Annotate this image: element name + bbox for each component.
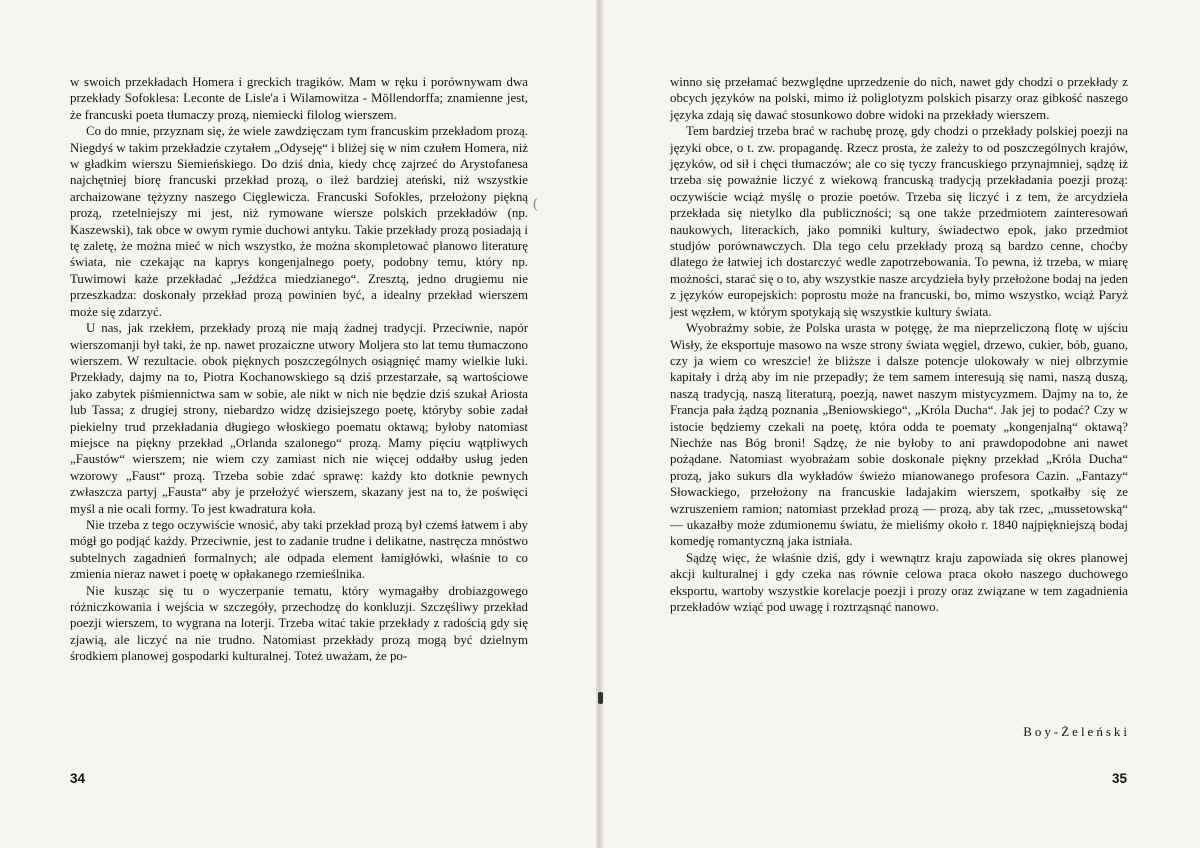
left-paragraph-1: w swoich przekładach Homera i greckich tragików. Mam w ręku i porównywam dwa przekłady Sofoklesa: Leconte de Lisle'a i Wilamowitza - Möllendorffa; znamienne jest, że francuski poeta tłumaczy prozą, niemiecki filolog wierszem. [70,75,528,122]
page-number-left: 34 [70,771,86,786]
book-gutter [596,0,604,848]
left-paragraph-4: Nie trzeba z tego oczywiście wnosić, aby taki przekład prozą był czemś łatwem i aby mógł go podjąć każdy. Przeciwnie, jest to zadanie trudne i delikatne, nastręcza mnóstwo subtelnych zagadnień formalnych; ale odpada element łamigłówki, właśnie to co zmienia nieraz nawet i poetę w opłakanego rzemieślnika. [70,517,528,582]
right-page-text [670,74,1128,615]
left-page-text [70,74,528,665]
left-paragraph-5: Nie kusząc się tu o wyczerpanie tematu, który wymagałby drobiazgowego różniczkowania i wejścia w szczegóły, przechodzę do konkluzji. Szczęśliwy przekład poezji wierszem, to wygrana na loterji. Trzeba witać takie przekłady z radością gdy się zjawią, ale liczyć na nie trudno. Natomiast przekłady prozą mogą być dzielnym środkiem planowej gospodarki kulturalnej. Toteż uważam, że po- [70,583,528,664]
right-paragraph-1: winno się przełamać bezwględne uprzedzenie do nich, nawet gdy chodzi o przekłady z obcych języków na polski, mimo iż poliglotyzm polskich pisarzy oraz gibkość naszego języka zdają się dawać stosunkowo dobre widoki na przekłady wierszem. [670,75,1128,122]
left-paragraph-2: Co do mnie, przyznam się, że wiele zawdzięczam tym francuskim przekładom prozą. Niegdyś w takim przekładzie czytałem „Odyseję“ i bliżej się w nim czułem Homera, niż w gładkim wierszu Siemieńskiego. Do dziś dnia, kiedy chcę zajrzeć do Arystofanesa najchętniej biorę francuski przekład prozą, o ileż bardziej ateński, niż wszystkie archaizowane tężyzny naszego Cięglewicza. Francuski Sofokles, przełożony piękną prozą, rzetelniejszy mi jest, niż rymowane wiersze polskich przekładów (np. Kaszewski), tak obce w owym rymie duchowi antyku. Takie przekłady prozą posiadają i tę zaletę, że można mieć w nich wszystko, że można skompletować planowo literaturę świata, nie czekając na kaprys kongenjalnego poety, podobny temu, który np. Tuwimowi każe przekładać „Jeźdźca miedzianego“. Zresztą, jedno drugiemu nie przeszkadza: doskonały przekład prozą powinien być, a idealny przekład wierszem może się zdarzyć. [70,124,528,319]
right-paragraph-3: Wyobraźmy sobie, że Polska urasta w potęgę, że ma nieprzeliczoną flotę w ujściu Wisły, że eksportuje masowo na wsze strony świata węgiel, drzewo, cukier, bób, guano, czy ja wiem co wreszcie! że bliższe i dalsze potencje ulokowały w niej olbrzymie kapitały i drżą aby im nie przepadły; że tem samem interesują się nami, naszą duszą, naszą tradycją, naszą literaturą, poezją, nawet naszym mistycyzmem. Dajmy na to, że Francja pała żądzą poznania „Beniowskiego“, „Króla Ducha“. Jak jej to podać? Czy w istocie będziemy czekali na poetę, która odda te poematy „kongenjalną“ oktawą? Niechże nas Bóg broni! Sądzę, że nie byłoby to ani prawdopodobne ani nawet pożądane. Natomiast wyobrażam sobie doskonale piękny przekład „Króla Ducha“ prozą, jako sukurs dla wykładów świeżo mianowanego profesora Cazin. „Fantazy“ Słowackiego, przełożony na francuskie ladajakim wierszem, spotkałby się ze wzruszeniem ramion; natomiast przekład prozą — prozą, aby tak rzec, „mussetowską“ — ukazałby może zdumionemu światu, że mieliśmy około r. 1840 najpiękniejszą bodaj komedję romantyczną jaka istniała. [670,321,1128,549]
gutter-mark-icon [598,692,603,704]
right-paragraph-4: Sądzę więc, że właśnie dziś, gdy i wewnątrz kraju zapowiada się okres planowej akcji kulturalnej i gdy czeka nas równie celowa praca około naszego duchowego eksportu, wartoby wszystkie korelacje poezji i prozy oraz związane w tem zagadnienia przekładów wziąć pod uwagę i roztrząsnąć nanowo. [670,550,1128,614]
page-number-right: 35 [1112,771,1128,786]
right-paragraph-2: Tem bardziej trzeba brać w rachubę prozę, gdy chodzi o przekłady polskiej poezji na języki obce, o t. zw. propagandę. Rzecz prosta, że zależy to od poszczególnych krajów, języków, od sił i chęci tłumaczów; ale co się tyczy francuskiego przynajmniej, sądzę iż trzeba się poważnie liczyć z wiekową francuską tradycją przekładania poezji prozą: oczywiście wciąż myślę o prozie poetów. Trzeba się liczyć i z tem, że arcydzieła przekłada się nietylko dla publiczności; są one także przedmiotem zainteresowań naukowych, literackich, jako pomniki kultury, świadectwo epok, jako przedmiot studjów porównawczych. Dla tego celu przekłady prozą są bardzo cenne, choćby dlatego że łatwiej ich dostarczyć wedle zapotrzebowania. To pewna, iż trzeba, w miarę możności, starać się o to, aby wszystkie nasze arcydzieła były przełożone bodaj na jeden z języków europejskich: poprostu może na francuski, bo, mimo wszystko, wciąż Paryż jest węzłem, w którym spotykają się wszystkie kultury świata. [670,124,1128,319]
margin-bracket-icon: ( [533,196,538,212]
author-signature: Boy-Żeleński [1023,724,1130,739]
left-paragraph-3: U nas, jak rzekłem, przekłady prozą nie mają żadnej tradycji. Przeciwnie, napór wierszomanji był taki, że np. nawet prozaiczne utwory Moljera sto lat temu tłumaczono wierszem. W rezultacie. obok pięknych poszczególnych osiągnięć mamy wielkie luki. Przekłady, dajmy na to, Piotra Kochanowskiego są dziś przestarzałe, są wartościowe jako zabytek piśmiennictwa sam w sobie, ale nikt w nich nie będzie dziś szukał Ariosta lub Tassa; z drugiej strony, niebardzo widzę dzisiejszego poetę, któryby sobie zadał piekielny trud przekładania długiego włoskiego poematu oktawą; byłoby natomiast miejsce na piękny przekład „Orlanda szalonego“ prozą. Mamy pięciu wątpliwych „Faustów“ wierszem; nie wiem czy zamiast nich nie więcej oddałby usług jeden wzorowy „Faust“ prozą. Trzeba sobie zdać sprawę: każdy kto dotknie pewnych zwłaszcza partyj „Fausta“ aby je przełożyć wierszem, skazany jest na to, że poświęci myśl a nie ocali formy. To jest kwadratura koła. [70,321,528,516]
